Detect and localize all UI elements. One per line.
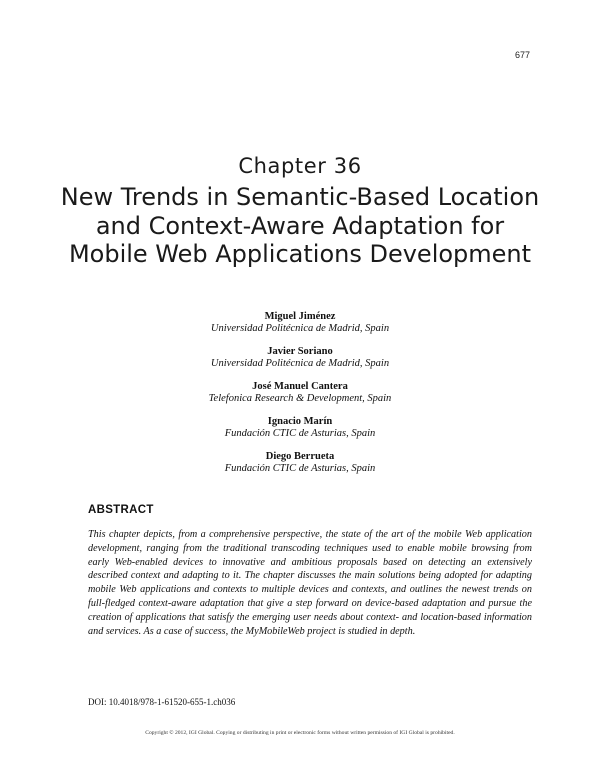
author-name: Javier Soriano [267, 346, 333, 357]
author-affiliation: Telefonica Research & Development, Spain [208, 393, 392, 404]
author-affiliation: Fundación CTIC de Asturias, Spain [224, 428, 376, 439]
author-block [0, 416, 600, 440]
author-block [0, 451, 600, 475]
chapter-label: Chapter 36 [238, 154, 362, 178]
page-number: 677 [515, 50, 531, 60]
author-name: Diego Berrueta [265, 451, 335, 462]
doi: DOI: 10.4018/978-1-61520-655-1.ch036 [88, 697, 236, 707]
author-block [0, 381, 600, 405]
author-list [0, 311, 600, 486]
author-affiliation: Universidad Politécnica de Madrid, Spain [210, 358, 390, 369]
copyright-notice: Copyright © 2012, IGI Global. Copying or distributing in print or electronic forms without written permission of IGI Global is prohibited. [145, 730, 455, 736]
abstract-heading: ABSTRACT [88, 504, 154, 516]
abstract-text: This chapter depicts, from a comprehensive perspective, the state of the art of the mobile Web application development, ranging from the traditional transcoding techniques used to enable mobile browsing from early Web-enabled devices to innovative and ambitious proposals based on detecting an extensively described context and adapting to it. The chapter discusses the main solutions being adopted for adapting mobile Web applications and contexts to multiple devices and contexts, and outlines the newest trends on full-fledged context-aware adaptation that give a step forward on device-based adaptation and pursue the creation of applications that satisfy the emerging user needs about context- and location-based information and services. As a case of success, the MyMobileWeb project is studied in depth. [88, 529, 532, 637]
author-affiliation: Universidad Politécnica de Madrid, Spain [210, 323, 390, 334]
author-name: Miguel Jiménez [264, 311, 336, 322]
author-name: José Manuel Cantera [252, 381, 348, 392]
chapter-title: New Trends in Semantic-Based Location and Context-Aware Adaptation for Mobile Web Applications Development [60, 183, 540, 268]
author-block [0, 311, 600, 335]
author-affiliation: Fundación CTIC de Asturias, Spain [224, 463, 376, 474]
author-name: Ignacio Marín [267, 416, 333, 427]
author-block [0, 346, 600, 370]
